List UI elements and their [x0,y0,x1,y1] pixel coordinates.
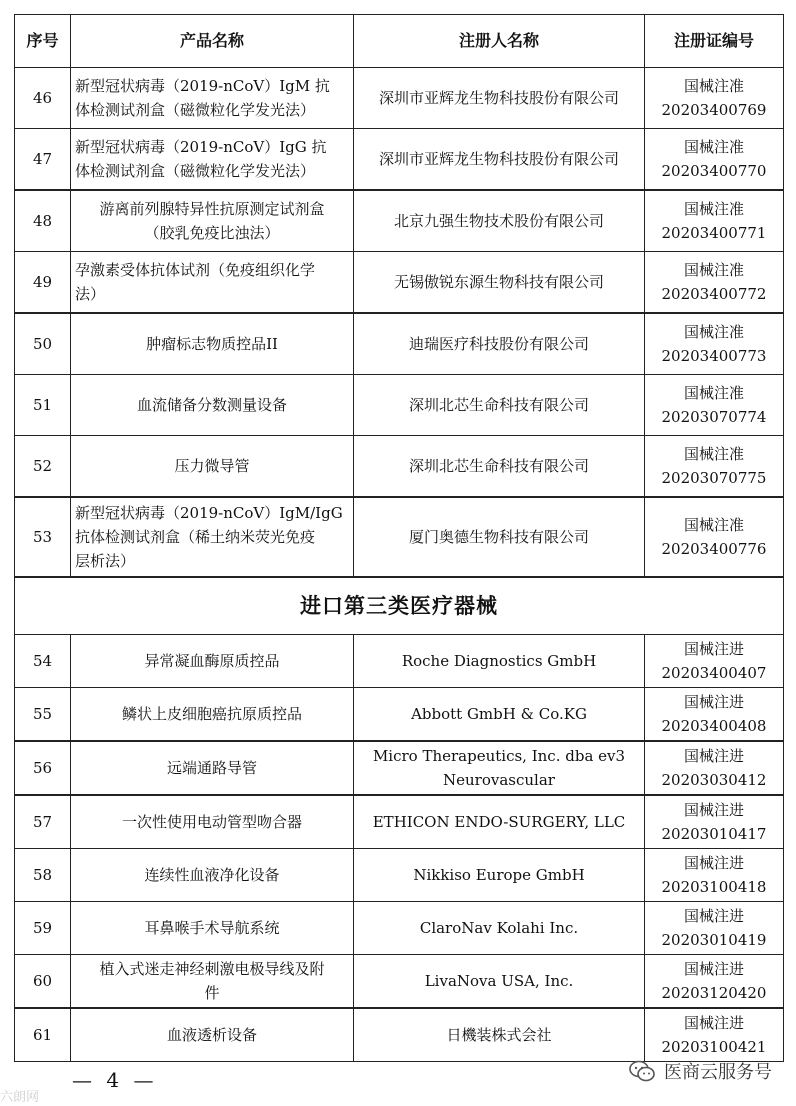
product-name [71,635,354,688]
product-name-line: 体检测试剂盒（磁微粒化学发光法） [75,101,316,119]
cert-line: 国械注进 [683,801,744,819]
product-name [71,313,354,375]
product-name [71,252,354,314]
product-name-line: 连续性血液净化设备 [144,866,280,884]
cert-line: 国械注准 [683,138,744,156]
registrant-name [354,955,645,1009]
row-no: 54 [15,635,71,688]
row-no: 60 [15,955,71,1009]
table-row [15,1008,784,1062]
row-no: 47 [15,129,71,191]
product-name [71,741,354,795]
product-name-line: （胶乳免疫比浊法） [144,224,280,242]
product-name-line: 法） [75,285,106,303]
cert-number [645,635,784,688]
watermark-right-text: 医商云服务号 [664,1062,772,1083]
header-registrant: 注册人名称 [354,15,645,68]
wechat-icon [628,1060,656,1082]
registrant-name [354,1008,645,1062]
product-name-line: 体检测试剂盒（磁微粒化学发光法） [75,162,316,180]
registrant-name [354,313,645,375]
registrant-line: ClaroNav Kolahi Inc. [419,919,579,937]
table-row [15,129,784,191]
product-name [71,190,354,252]
cert-line: 国械注准 [683,384,744,402]
row-no: 55 [15,688,71,742]
cert-number [645,497,784,577]
product-name-line: 血流储备分数测量设备 [136,396,287,414]
cert-line: 20203400408 [661,717,767,735]
cert-line: 国械注进 [683,693,744,711]
product-name-line: 新型冠状病毒（2019-nCoV）IgG 抗 [75,138,327,156]
product-name-line: 鳞状上皮细胞癌抗原质控品 [121,705,302,723]
product-name [71,436,354,498]
cert-line: 国械注准 [683,77,744,95]
cert-line: 国械注进 [683,747,744,765]
registrant-line: Micro Therapeutics, Inc. dba ev3 [372,747,626,765]
product-name-line: 植入式迷走神经刺激电极导线及附 [99,960,325,978]
product-name-line: 异常凝血酶原质控品 [144,652,280,670]
product-name [71,375,354,436]
cert-line: 20203400770 [661,162,767,180]
cert-number [645,688,784,742]
cert-number [645,129,784,191]
row-no: 56 [15,741,71,795]
section-row [15,577,784,635]
cert-number [645,190,784,252]
table-header-row [15,15,784,68]
cert-line: 20203010419 [661,931,767,949]
registrant-line: 北京九强生物技术股份有限公司 [393,212,604,230]
cert-line: 国械注准 [683,261,744,279]
cert-number [645,252,784,314]
cert-line: 20203070775 [661,469,767,487]
registrant-line: 厦门奥德生物科技有限公司 [408,528,589,546]
product-name-line: 游离前列腺特异性抗原测定试剂盒 [99,200,325,218]
domestic-rows [15,68,784,578]
product-name [71,795,354,849]
registrant-line: LivaNova USA, Inc. [424,972,574,990]
row-no: 57 [15,795,71,849]
cert-line: 国械注进 [683,1014,744,1032]
product-name-line: 肿瘤标志物质控品II [146,335,278,353]
table-row [15,68,784,129]
registrant-name [354,635,645,688]
registrant-line: 深圳市亚辉龙生物科技股份有限公司 [378,89,619,107]
cert-line: 20203010417 [661,825,767,843]
cert-line: 国械注准 [683,445,744,463]
registrant-line: Roche Diagnostics GmbH [401,652,597,670]
header-no: 序号 [15,15,71,68]
cert-line: 国械注进 [683,640,744,658]
registrant-line: Nikkiso Europe GmbH [413,866,585,884]
registrant-line: 深圳市亚辉龙生物科技股份有限公司 [378,150,619,168]
table-row [15,252,784,314]
watermark-right [628,1058,772,1084]
cert-line: 国械注准 [683,323,744,341]
table-row [15,497,784,577]
row-no: 46 [15,68,71,129]
product-name [71,902,354,955]
cert-line: 20203120420 [661,984,767,1002]
cert-line: 国械注准 [683,516,744,534]
table-row [15,313,784,375]
product-name-line: 件 [204,984,220,1002]
registrant-name [354,849,645,902]
registrant-name [354,688,645,742]
registrant-name [354,436,645,498]
registration-table [14,14,784,1062]
product-name [71,955,354,1009]
product-name [71,68,354,129]
header-cert-no: 注册证编号 [645,15,784,68]
row-no: 53 [15,497,71,577]
cert-number [645,741,784,795]
registrant-name [354,902,645,955]
table-row [15,635,784,688]
registrant-name [354,190,645,252]
table-row [15,375,784,436]
cert-line: 国械注进 [683,960,744,978]
product-name-line: 血液透析设备 [166,1026,257,1044]
cert-number [645,436,784,498]
header-product-name: 产品名称 [71,15,354,68]
import-rows [15,635,784,1062]
product-name-line: 一次性使用电动管型吻合器 [121,813,302,831]
cert-line: 20203070774 [661,408,767,426]
registrant-line: Neurovascular [443,771,555,789]
cert-line: 国械注进 [683,854,744,872]
cert-number [645,1008,784,1062]
row-no: 52 [15,436,71,498]
row-no: 49 [15,252,71,314]
cert-number [645,795,784,849]
cert-number [645,68,784,129]
cert-number [645,375,784,436]
registrant-name [354,252,645,314]
product-name-line: 孕激素受体抗体试剂（免疫组织化学 [75,261,316,279]
cert-line: 20203400772 [661,285,767,303]
cert-number [645,849,784,902]
table-row [15,741,784,795]
cert-line: 20203100418 [661,878,767,896]
cert-line: 20203400771 [661,224,767,242]
product-name-line: 远端通路导管 [166,759,257,777]
page-number: — 4 — [72,1068,158,1092]
cert-line: 20203030412 [661,771,767,789]
row-no: 59 [15,902,71,955]
section-title: 进口第三类医疗器械 [15,577,784,635]
row-no: 61 [15,1008,71,1062]
registrant-line: ETHICON ENDO-SURGERY, LLC [372,813,626,831]
table-row [15,902,784,955]
cert-line: 20203100421 [661,1038,767,1056]
product-name-line: 耳鼻喉手术导航系统 [144,919,280,937]
product-name [71,688,354,742]
table-row [15,955,784,1009]
cert-line: 20203400776 [661,540,767,558]
cert-line: 20203400769 [661,101,767,119]
table-row [15,190,784,252]
registrant-name [354,795,645,849]
watermark-left: 六朗网 [0,1090,40,1105]
registrant-name [354,375,645,436]
product-name [71,849,354,902]
product-name-line: 新型冠状病毒（2019-nCoV）IgM 抗 [75,77,330,95]
registrant-line: 深圳北芯生命科技有限公司 [408,457,589,475]
table-row [15,436,784,498]
product-name-line: 压力微导管 [174,457,250,475]
cert-number [645,313,784,375]
registrant-line: Abbott GmbH & Co.KG [411,705,587,723]
registrant-line: 迪瑞医疗科技股份有限公司 [408,335,589,353]
registrant-name [354,741,645,795]
cert-line: 国械注准 [683,200,744,218]
product-name [71,497,354,577]
cert-line: 国械注进 [683,907,744,925]
table-row [15,849,784,902]
product-name-line: 层析法） [75,552,136,570]
row-no: 51 [15,375,71,436]
cert-line: 20203400407 [661,664,767,682]
product-name-line: 新型冠状病毒（2019-nCoV）IgM/IgG [75,504,343,522]
cert-line: 20203400773 [661,347,767,365]
registrant-name [354,497,645,577]
registrant-line: 无锡傲锐东源生物科技有限公司 [393,273,604,291]
cert-number [645,902,784,955]
registrant-line: 日機装株式会社 [446,1026,552,1044]
table-row [15,688,784,742]
registrant-name [354,68,645,129]
row-no: 58 [15,849,71,902]
product-name [71,1008,354,1062]
registrant-name [354,129,645,191]
product-name-line: 抗体检测试剂盒（稀土纳米荧光免疫 [75,528,316,546]
table-row [15,795,784,849]
row-no: 48 [15,190,71,252]
row-no: 50 [15,313,71,375]
registrant-line: 深圳北芯生命科技有限公司 [408,396,589,414]
product-name [71,129,354,191]
cert-number [645,955,784,1009]
